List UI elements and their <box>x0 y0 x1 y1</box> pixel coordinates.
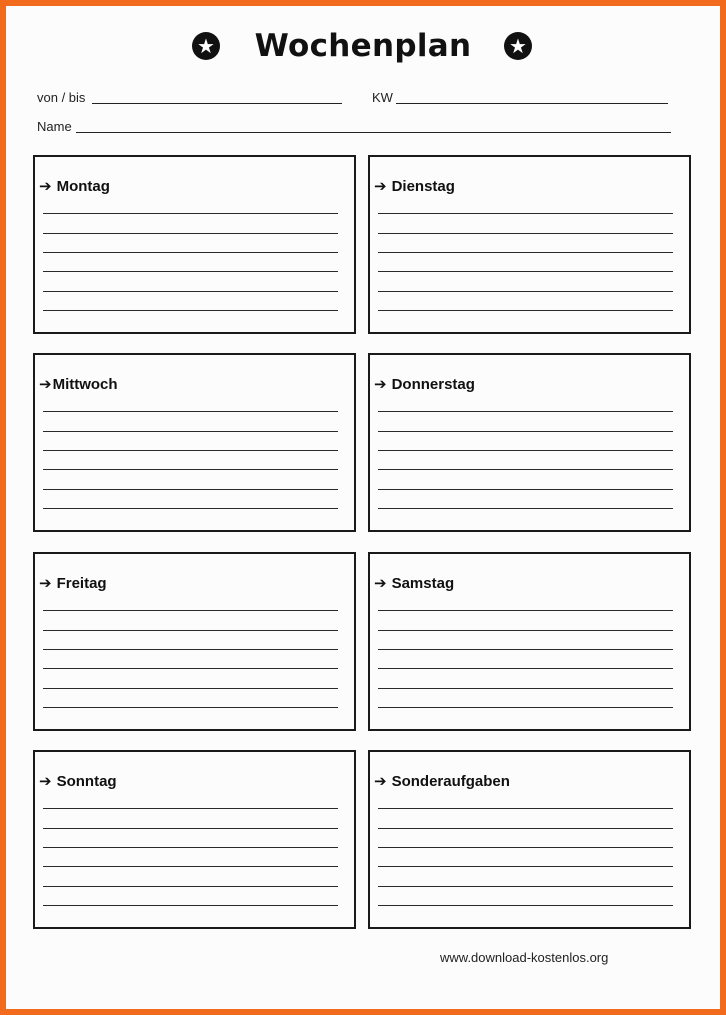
date-range-line[interactable] <box>92 103 342 104</box>
writing-line[interactable] <box>378 630 673 631</box>
day-label: Sonderaufgaben <box>391 773 510 790</box>
writing-line[interactable] <box>43 668 338 669</box>
writing-line[interactable] <box>378 291 673 292</box>
writing-line[interactable] <box>378 905 673 906</box>
arrow-right-icon: ➔ <box>374 375 387 393</box>
day-label: Montag <box>56 178 110 195</box>
writing-line[interactable] <box>43 213 338 214</box>
writing-line[interactable] <box>43 610 338 611</box>
day-heading <box>374 574 454 592</box>
writing-line[interactable] <box>378 469 673 470</box>
writing-line[interactable] <box>43 489 338 490</box>
writing-line[interactable] <box>43 847 338 848</box>
day-label: Sonntag <box>56 773 117 790</box>
arrow-right-icon: ➔ <box>374 177 387 195</box>
footer-website-link[interactable]: www.download-kostenlos.org <box>440 950 609 965</box>
day-label: Dienstag <box>391 178 455 195</box>
writing-line[interactable] <box>378 252 673 253</box>
writing-line[interactable] <box>43 411 338 412</box>
day-heading <box>39 772 117 790</box>
writing-line[interactable] <box>43 508 338 509</box>
name-label: Name <box>37 119 72 134</box>
writing-line[interactable] <box>378 688 673 689</box>
writing-line[interactable] <box>43 866 338 867</box>
date-range-label: von / bis <box>37 90 86 105</box>
arrow-right-icon: ➔ <box>39 574 52 592</box>
writing-line[interactable] <box>378 649 673 650</box>
writing-line[interactable] <box>43 252 338 253</box>
writing-line[interactable] <box>43 630 338 631</box>
writing-line[interactable] <box>378 828 673 829</box>
day-box-sonderaufgaben <box>368 750 691 929</box>
day-label: Mittwoch <box>52 376 118 393</box>
writing-line[interactable] <box>378 808 673 809</box>
writing-line[interactable] <box>378 271 673 272</box>
page-title: Wochenplan <box>254 28 472 64</box>
day-box-dienstag <box>368 155 691 334</box>
star-circle-icon: ★ <box>192 32 220 60</box>
week-number-label: KW <box>372 90 393 105</box>
day-label: Samstag <box>391 575 455 592</box>
writing-line[interactable] <box>43 649 338 650</box>
writing-line[interactable] <box>43 905 338 906</box>
writing-line[interactable] <box>43 688 338 689</box>
arrow-right-icon: ➔ <box>374 574 387 592</box>
arrow-right-icon: ➔ <box>374 772 387 790</box>
writing-line[interactable] <box>43 828 338 829</box>
writing-line[interactable] <box>378 668 673 669</box>
day-heading <box>39 177 110 195</box>
writing-line[interactable] <box>378 866 673 867</box>
day-heading <box>39 574 107 592</box>
writing-line[interactable] <box>378 610 673 611</box>
writing-line[interactable] <box>378 431 673 432</box>
writing-line[interactable] <box>378 233 673 234</box>
weekly-plan-sheet <box>6 6 720 1009</box>
writing-line[interactable] <box>43 233 338 234</box>
writing-line[interactable] <box>378 707 673 708</box>
arrow-right-icon: ➔ <box>39 177 52 195</box>
day-heading <box>39 375 118 393</box>
name-line[interactable] <box>76 132 671 133</box>
writing-line[interactable] <box>43 291 338 292</box>
title-row <box>6 28 720 74</box>
day-box-donnerstag <box>368 353 691 532</box>
writing-line[interactable] <box>43 707 338 708</box>
writing-line[interactable] <box>43 310 338 311</box>
writing-line[interactable] <box>378 213 673 214</box>
writing-line[interactable] <box>378 886 673 887</box>
day-label: Donnerstag <box>391 376 475 393</box>
week-number-line[interactable] <box>396 103 668 104</box>
day-box-mittwoch <box>33 353 356 532</box>
star-circle-icon: ★ <box>504 32 532 60</box>
day-box-sonntag <box>33 750 356 929</box>
writing-line[interactable] <box>378 450 673 451</box>
writing-line[interactable] <box>378 489 673 490</box>
day-box-samstag <box>368 552 691 731</box>
arrow-right-icon: ➔ <box>39 375 52 393</box>
writing-line[interactable] <box>43 469 338 470</box>
arrow-right-icon: ➔ <box>39 772 52 790</box>
writing-line[interactable] <box>43 808 338 809</box>
writing-line[interactable] <box>43 431 338 432</box>
day-heading <box>374 772 510 790</box>
day-heading <box>374 375 475 393</box>
writing-line[interactable] <box>378 310 673 311</box>
day-label: Freitag <box>56 575 107 592</box>
writing-line[interactable] <box>43 886 338 887</box>
writing-line[interactable] <box>378 508 673 509</box>
day-heading <box>374 177 455 195</box>
day-box-freitag <box>33 552 356 731</box>
writing-line[interactable] <box>43 450 338 451</box>
writing-line[interactable] <box>43 271 338 272</box>
day-box-montag <box>33 155 356 334</box>
writing-line[interactable] <box>378 847 673 848</box>
writing-line[interactable] <box>378 411 673 412</box>
